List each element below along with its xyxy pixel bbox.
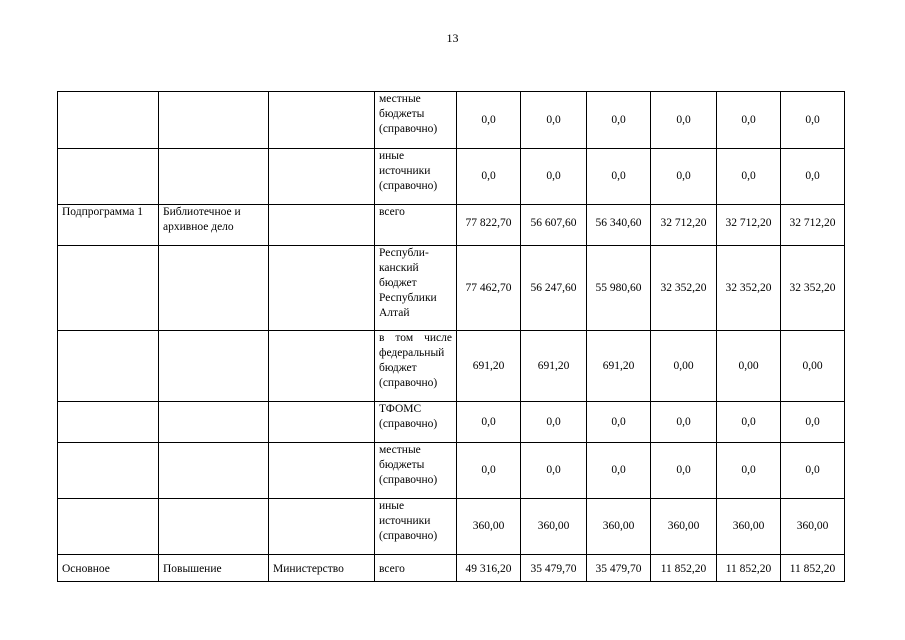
funding-source-cell: [375, 402, 457, 443]
program-cell: [58, 499, 159, 555]
name-cell: [159, 331, 269, 402]
table-row: [58, 443, 845, 499]
value-cell-year-5: 360,00: [717, 499, 781, 555]
value-cell-year-2: 0,0: [521, 149, 587, 205]
value-cell-year-5: 32 352,20: [717, 246, 781, 331]
value-cell-year-2: 0,0: [521, 92, 587, 149]
program-cell: [58, 402, 159, 443]
name-cell: [159, 92, 269, 149]
value-cell-year-1: 360,00: [457, 499, 521, 555]
value-cell-year-2: 0,0: [521, 402, 587, 443]
funding-source-label: в том числе федеральный бюджет (справочно): [379, 332, 452, 389]
value-cell-year-3: 0,0: [587, 402, 651, 443]
value-cell-year-3: 360,00: [587, 499, 651, 555]
executor-cell: [269, 205, 375, 246]
executor-cell: [269, 443, 375, 499]
name-cell: Библиотечное и архивное дело: [159, 205, 269, 246]
value-cell-year-2: 0,0: [521, 443, 587, 499]
name-cell: [159, 149, 269, 205]
table-row: [58, 331, 845, 402]
name-cell: Повышение: [159, 555, 269, 582]
value-cell-year-2: 56 247,60: [521, 246, 587, 331]
funding-source-label: ТФОМС (справочно): [379, 403, 438, 430]
executor-cell: Министерство: [269, 555, 375, 582]
value-cell-year-2: 35 479,70: [521, 555, 587, 582]
funding-source-label: всего: [379, 206, 405, 218]
value-cell-year-4: 32 712,20: [651, 205, 717, 246]
funding-source-cell: [375, 92, 457, 149]
value-cell-year-6: 0,00: [781, 331, 845, 402]
table-row-subprogram: [58, 205, 845, 246]
value-cell-year-5: 0,0: [717, 92, 781, 149]
page-number: 13: [446, 31, 459, 45]
value-cell-year-5: 0,0: [717, 402, 781, 443]
table-row: [58, 246, 845, 331]
executor-cell: [269, 331, 375, 402]
funding-source-label: Республи- канский бюджет Республики Алтай: [379, 247, 437, 319]
value-cell-year-3: 0,0: [587, 149, 651, 205]
program-cell: [58, 246, 159, 331]
program-cell: Подпрограмма 1: [58, 205, 159, 246]
value-cell-year-2: 691,20: [521, 331, 587, 402]
program-cell: [58, 149, 159, 205]
value-cell-year-3: 0,0: [587, 443, 651, 499]
value-cell-year-5: 0,0: [717, 149, 781, 205]
value-cell-year-5: 0,0: [717, 443, 781, 499]
value-cell-year-3: 56 340,60: [587, 205, 651, 246]
name-cell: [159, 402, 269, 443]
value-cell-year-4: 0,0: [651, 149, 717, 205]
value-cell-year-4: 11 852,20: [651, 555, 717, 582]
table-row-main-activity: [58, 555, 845, 582]
value-cell-year-4: 0,00: [651, 331, 717, 402]
value-cell-year-3: 691,20: [587, 331, 651, 402]
value-cell-year-5: 32 712,20: [717, 205, 781, 246]
value-cell-year-4: 32 352,20: [651, 246, 717, 331]
funding-source-label: местные бюджеты (справочно): [379, 444, 438, 486]
funding-source-label: иные источники (справочно): [379, 500, 438, 542]
value-cell-year-6: 0,0: [781, 92, 845, 149]
value-cell-year-4: 360,00: [651, 499, 717, 555]
funding-source-label: всего: [379, 563, 405, 575]
funding-source-cell: [375, 499, 457, 555]
value-cell-year-1: 691,20: [457, 331, 521, 402]
funding-source-cell: [375, 246, 457, 331]
value-cell-year-6: 360,00: [781, 499, 845, 555]
name-cell: [159, 443, 269, 499]
value-cell-year-6: 32 712,20: [781, 205, 845, 246]
value-cell-year-3: 55 980,60: [587, 246, 651, 331]
value-cell-year-4: 0,0: [651, 92, 717, 149]
table-row: [58, 402, 845, 443]
funding-source-cell: [375, 149, 457, 205]
value-cell-year-3: 0,0: [587, 92, 651, 149]
value-cell-year-6: 0,0: [781, 402, 845, 443]
executor-cell: [269, 92, 375, 149]
executor-cell: [269, 499, 375, 555]
executor-cell: [269, 246, 375, 331]
name-cell: [159, 499, 269, 555]
value-cell-year-1: 49 316,20: [457, 555, 521, 582]
value-cell-year-6: 32 352,20: [781, 246, 845, 331]
table-row: [58, 92, 845, 149]
value-cell-year-4: 0,0: [651, 402, 717, 443]
value-cell-year-1: 0,0: [457, 443, 521, 499]
table-row: [58, 499, 845, 555]
value-cell-year-6: 11 852,20: [781, 555, 845, 582]
value-cell-year-2: 360,00: [521, 499, 587, 555]
value-cell-year-4: 0,0: [651, 443, 717, 499]
funding-source-cell: [375, 443, 457, 499]
value-cell-year-2: 56 607,60: [521, 205, 587, 246]
value-cell-year-3: 35 479,70: [587, 555, 651, 582]
value-cell-year-6: 0,0: [781, 149, 845, 205]
funding-source-cell: [375, 555, 457, 582]
value-cell-year-1: 77 462,70: [457, 246, 521, 331]
executor-cell: [269, 149, 375, 205]
value-cell-year-1: 77 822,70: [457, 205, 521, 246]
executor-cell: [269, 402, 375, 443]
name-cell: [159, 246, 269, 331]
program-cell: [58, 92, 159, 149]
table-row: [58, 149, 845, 205]
value-cell-year-5: 0,00: [717, 331, 781, 402]
program-cell: Основное: [58, 555, 159, 582]
program-cell: [58, 443, 159, 499]
value-cell-year-6: 0,0: [781, 443, 845, 499]
value-cell-year-5: 11 852,20: [717, 555, 781, 582]
funding-source-cell: [375, 331, 457, 402]
value-cell-year-1: 0,0: [457, 149, 521, 205]
funding-source-label: иные источники (справочно): [379, 150, 438, 192]
budget-table: [57, 91, 845, 582]
funding-source-label: местные бюджеты (справочно): [379, 93, 438, 135]
value-cell-year-1: 0,0: [457, 92, 521, 149]
value-cell-year-1: 0,0: [457, 402, 521, 443]
funding-source-cell: [375, 205, 457, 246]
program-cell: [58, 331, 159, 402]
